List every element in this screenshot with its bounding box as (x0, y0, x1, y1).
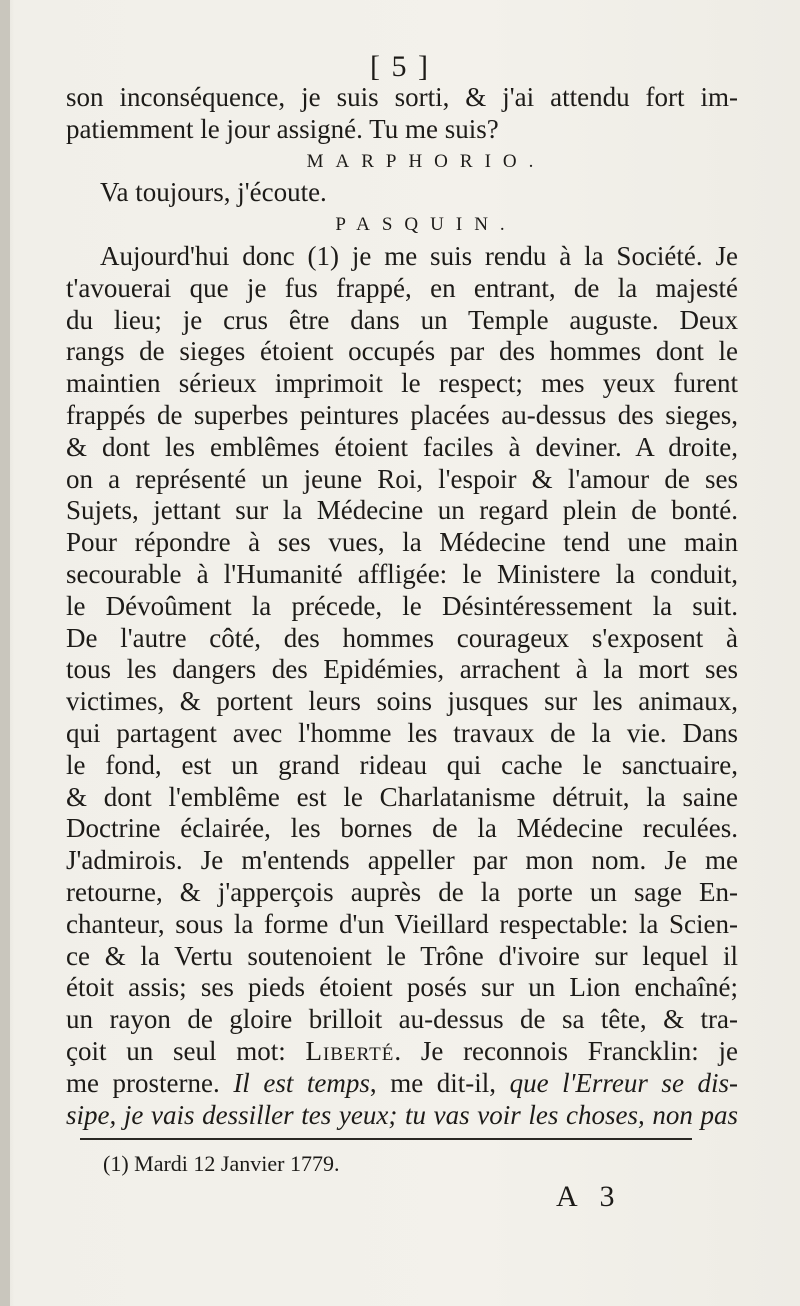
page-body (66, 82, 738, 1131)
text-line: patiemment le jour assigné. Tu me suis? (66, 113, 499, 144)
footnote: (1) Mardi 12 Janvier 1779. (103, 1151, 340, 1176)
text-line: rangs de sieges étoient occupés par des hommes dont le (66, 336, 738, 367)
text-line: secourable à l'Humanité affligée: le Ministere la conduit, (66, 558, 738, 589)
text-line: Pour répondre à ses vues, la Médecine tend une main (66, 527, 738, 558)
text-line: le Dévoûment la précede, le Désintéressement la suit. (66, 590, 738, 621)
text-line: & dont les emblêmes étoient faciles à deviner. A droite, (66, 431, 738, 462)
text-line (66, 1036, 738, 1068)
text-run: me prosterne. (66, 1067, 234, 1098)
text-run: . Je reconnois Francklin: je (394, 1035, 738, 1066)
binding-shadow (0, 0, 10, 1306)
text-line: on a représenté un jeune Roi, l'espoir & l'amour de ses (66, 463, 738, 494)
text-run: çoit un seul mot: (66, 1035, 306, 1066)
text-line: un rayon de gloire brilloit au-dessus de sa tête, & tra- (66, 1004, 738, 1035)
text-line: Va toujours, j'écoute. (100, 177, 327, 208)
text-line: maintien sérieux imprimoit le respect; mes yeux furent (66, 368, 738, 399)
text-line: De l'autre côté, des hommes courageux s'exposent à (66, 622, 738, 653)
text-line: Aujourd'hui donc (1) je me suis rendu à la Société. Je (100, 240, 738, 271)
text-line: victimes, & portent leurs soins jusques sur les animaux, (66, 686, 738, 717)
page-number: [ 5 ] (370, 50, 430, 83)
text-line: frappés de superbes peintures placées au-dessus des sieges, (66, 399, 738, 430)
text-line: chanteur, sous la forme d'un Vieillard respectable: la Scien- (66, 908, 738, 939)
speaker-heading: PASQUIN. (335, 214, 517, 236)
text-line: tous les dangers des Epidémies, arrachent à la mort ses (66, 654, 738, 685)
text-line: étoit assis; ses pieds étoient posés sur un Lion enchaîné; (66, 972, 738, 1003)
text-line: du lieu; je crus être dans un Temple auguste. Deux (66, 304, 738, 335)
italic-run: Il est temps (233, 1067, 370, 1098)
speaker-heading: MARPHORIO. (306, 150, 546, 172)
emphasis-liberte: Liberté (305, 1035, 395, 1066)
text-line: t'avouerai que je fus frappé, en entrant, de la majesté (66, 272, 738, 303)
footnote-rule (80, 1138, 692, 1140)
text-line: qui partagent avec l'homme les travaux de la vie. Dans (66, 717, 738, 748)
text-line: ce & la Vertu soutenoient le Trône d'ivoire sur lequel il (66, 940, 738, 971)
text-line (66, 1068, 738, 1100)
italic-run: sipe, je vais dessiller tes yeux; tu vas voir les choses, non pas (66, 1099, 738, 1130)
text-line: le fond, est un grand rideau qui cache le sanctuaire, (66, 749, 738, 780)
text-run: , me dit-il, (369, 1067, 510, 1098)
text-line: Doctrine éclairée, les bornes de la Médecine reculées. (66, 813, 738, 844)
text-line: & dont l'emblême est le Charlatanisme détruit, la saine (66, 781, 738, 812)
text-line: Sujets, jettant sur la Médecine un regard plein de bonté. (66, 495, 738, 526)
text-line: son inconséquence, je suis sorti, & j'ai attendu fort im- (66, 82, 738, 112)
signature-mark: A 3 (556, 1180, 623, 1213)
text-line: J'admirois. Je m'entends appeller par mon nom. Je me (66, 845, 738, 876)
italic-run: que l'Erreur se dis- (509, 1067, 738, 1098)
text-line: retourne, & j'apperçois auprès de la porte un sage En- (66, 876, 738, 907)
text-line (66, 1100, 738, 1132)
